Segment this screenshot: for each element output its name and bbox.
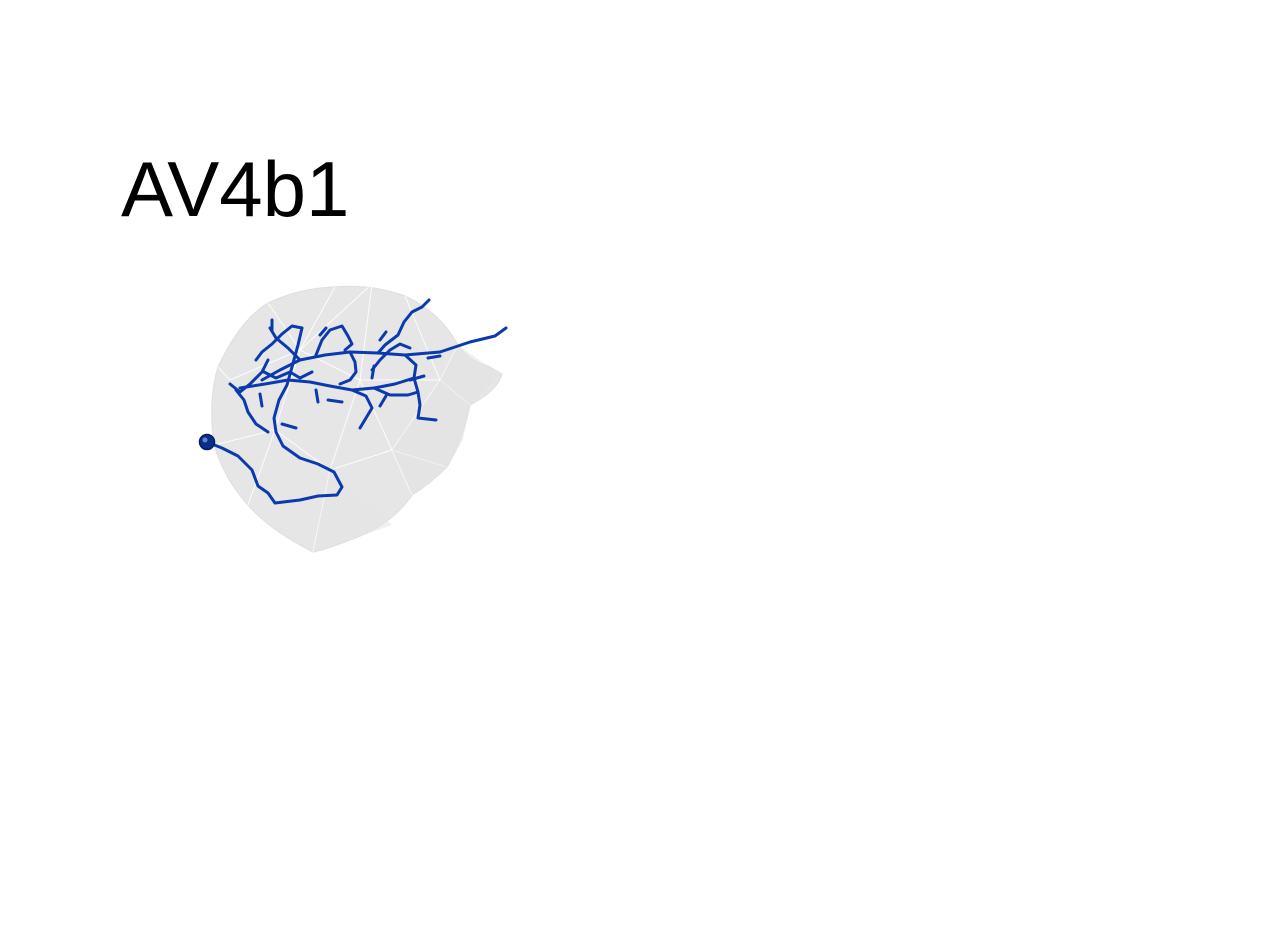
neuron-title: AV4b1 (121, 145, 350, 233)
neuropil-mesh (212, 284, 502, 552)
branch-small-6 (260, 394, 262, 406)
branch-small-5 (316, 390, 318, 402)
branch-small-7 (372, 366, 374, 378)
branch-small-11 (428, 356, 440, 358)
soma (200, 435, 215, 450)
branch-small-4 (328, 400, 342, 402)
